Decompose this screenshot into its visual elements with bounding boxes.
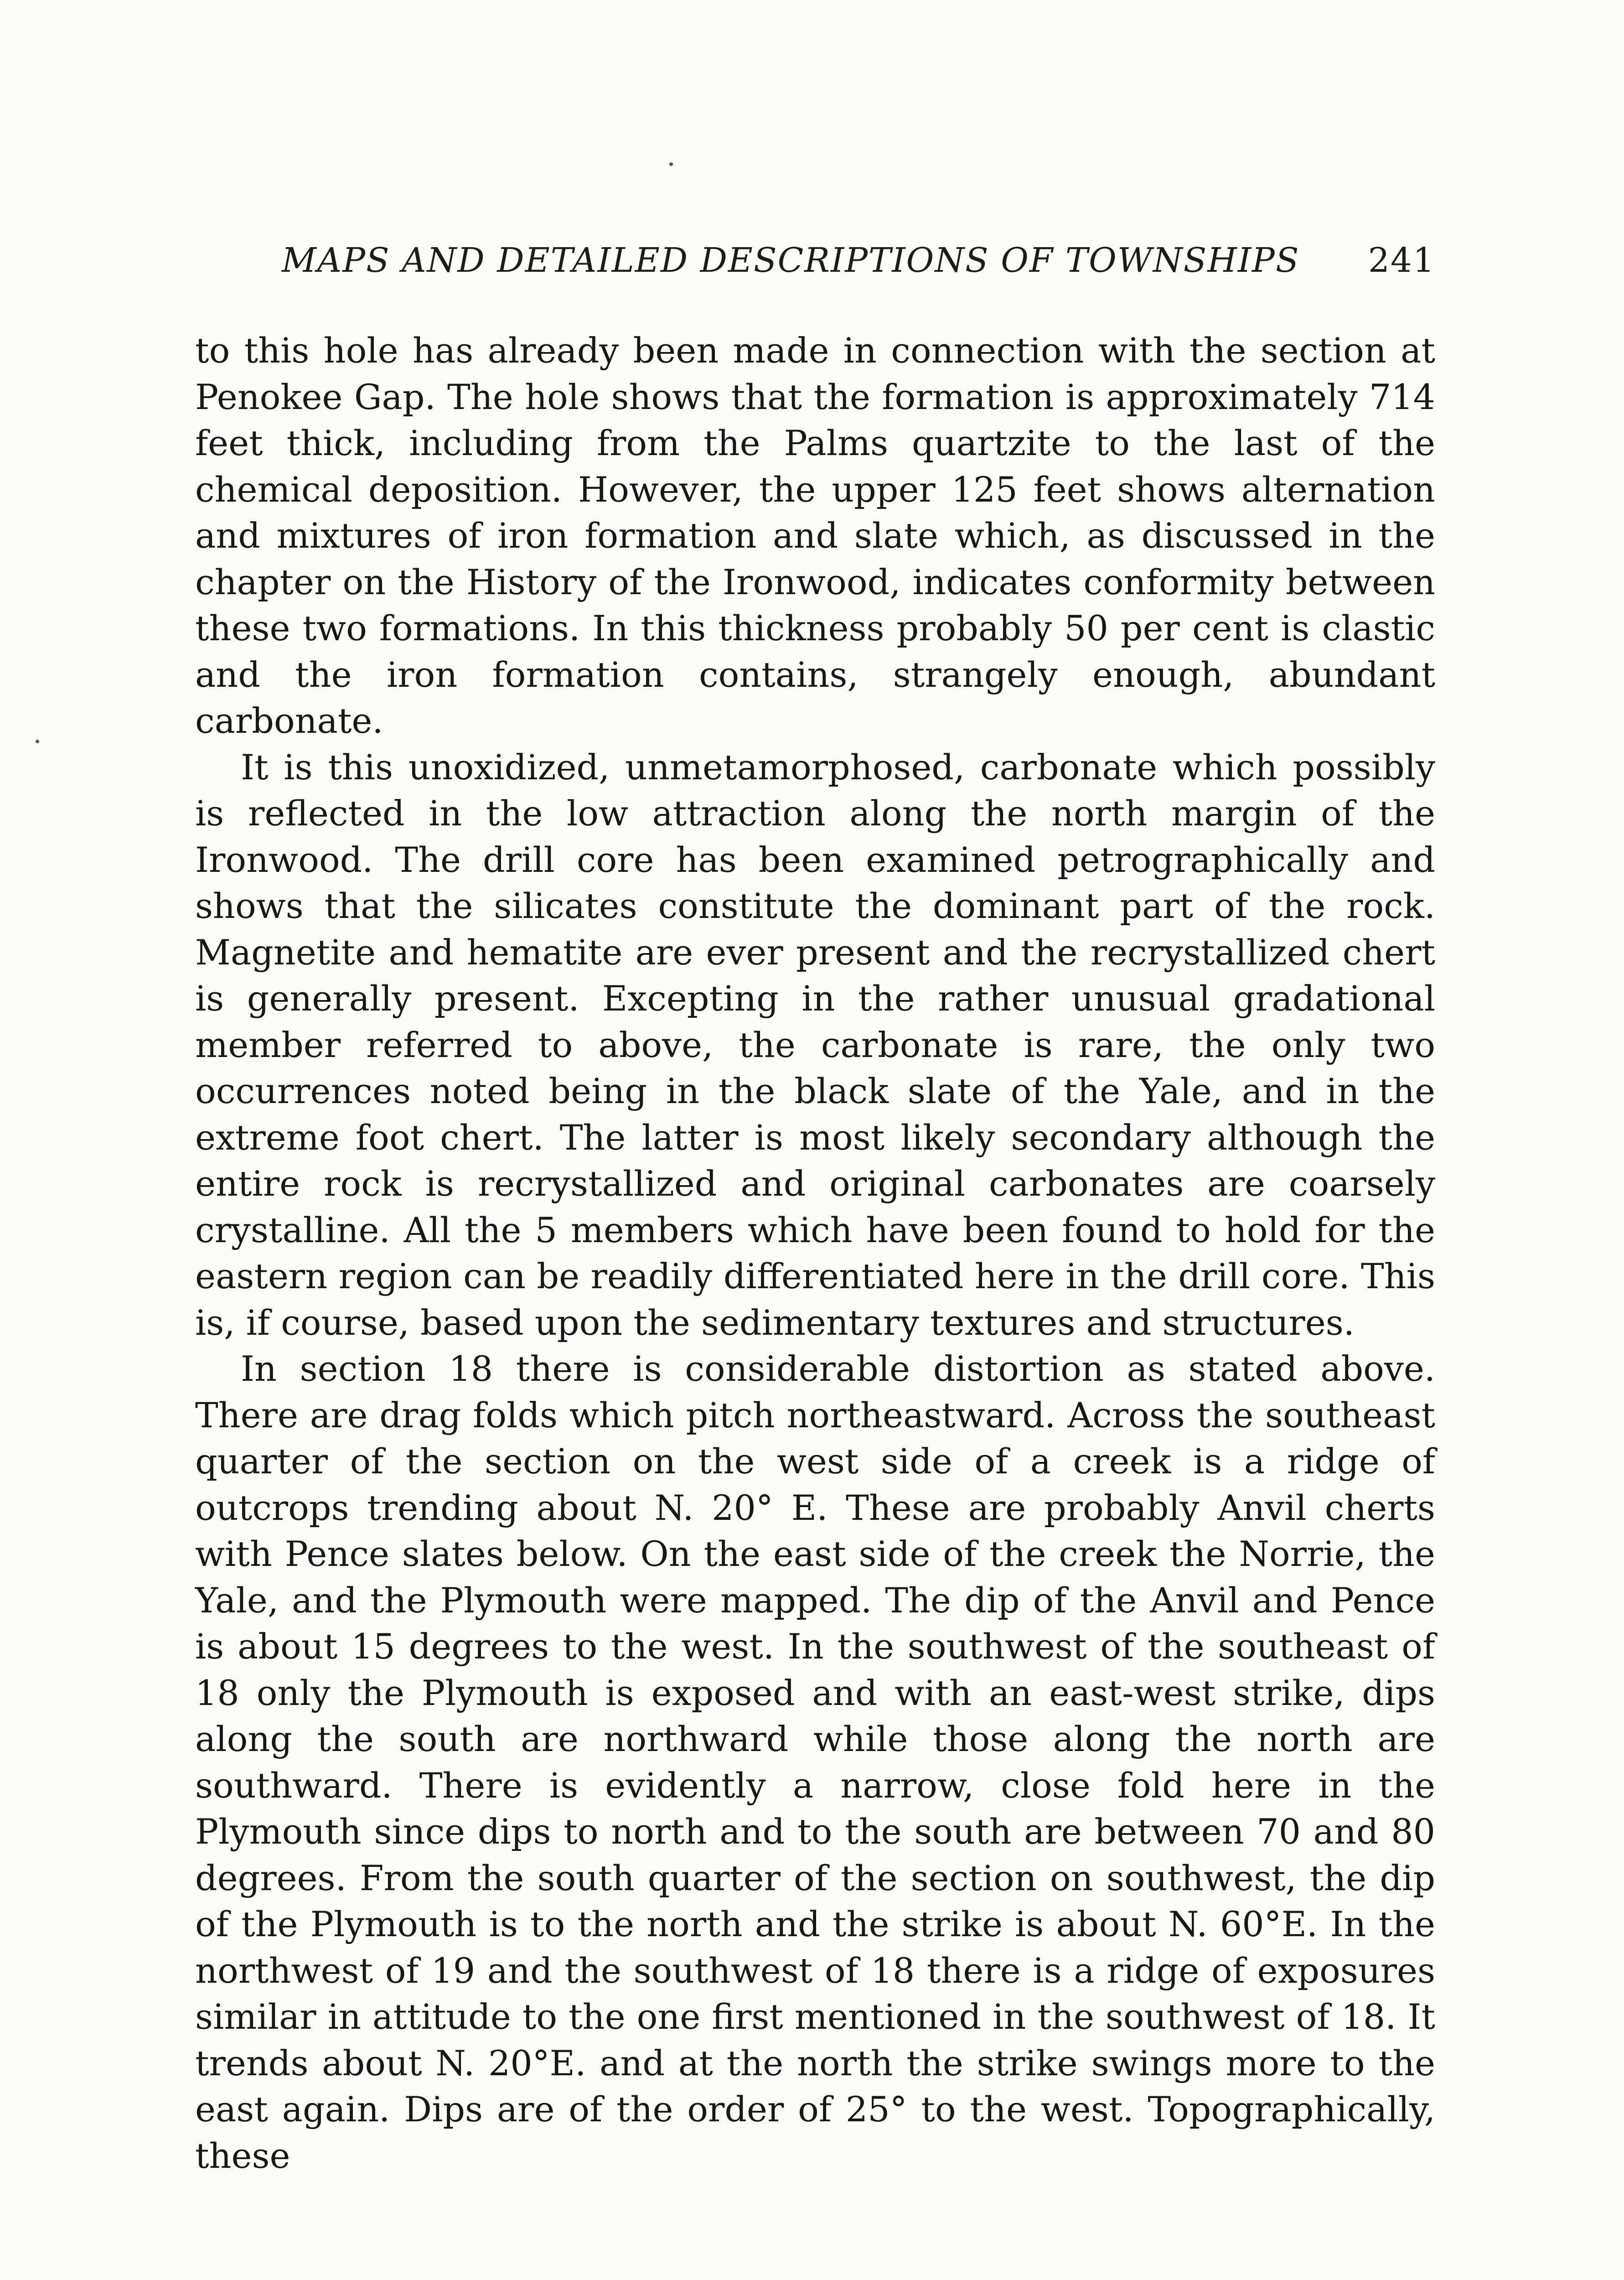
running-title: MAPS AND DETAILED DESCRIPTIONS OF TOWNSHIPS — [282, 241, 1300, 280]
scan-speck — [36, 740, 39, 743]
paragraph-carbonate: It is this unoxidized, unmetamorphosed, carbonate which possibly is reflected in the low attraction along the north margin of the Ironwood. The drill core has been examined petrographically and shows that the silicates constitute the dominant part of the rock. Magnetite and hematite are ever present and the recrystallized chert is generally present. Excepting in the rather unusual gradational member referred to above, the carbonate is rare, the only two occurrences noted being in the black slate of the Yale, and in the extreme foot chert. The latter is most likely secondary although the entire rock is recrystallized and original carbonates are coarsely crystalline. All the 5 members which have been found to hold for the eastern region can be readily differentiated here in the drill core. This is, if course, based upon the sedimentary textures and structures. — [195, 746, 1435, 1343]
paragraph-continuation: to this hole has already been made in connection with the section at Penokee Gap. The hole shows that the formation is approximately 714 feet thick, including from the Palms quartzite to the last of the chemical deposition. However, the upper 125 feet shows alternation and mixtures of iron formation and slate which, as discussed in the chapter on the History of the Ironwood, indicates conformity between these two formations. In this thickness probably 50 per cent is clastic and the iron formation contains, strangely enough, abundant carbonate. — [195, 330, 1435, 741]
scan-speck — [669, 162, 673, 166]
page-number: 241 — [1368, 241, 1435, 280]
paragraph-section-18: In section 18 there is considerable distortion as stated above. There are drag folds which pitch northeastward. Across the southeast quarter of the section on the west side of a creek is a ridge of outcrops trending about N. 20° E. These are probably Anvil cherts with Pence slates below. On the east side of the creek the Norrie, the Yale, and the Plymouth were mapped. The dip of the Anvil and Pence is about 15 degrees to the west. In the southwest of the southeast of 18 only the Plymouth is exposed and with an east-west strike, dips along the south are northward while those along the north are southward. There is evidently a narrow, close fold here in the Plymouth since dips to north and to the south are between 70 and 80 degrees. From the south quarter of the section on southwest, the dip of the Plymouth is to the north and the strike is about N. 60°E. In the northwest of 19 and the southwest of 18 there is a ridge of exposures similar in attitude to the one first mentioned in the southwest of 18. It trends about N. 20°E. and at the north the strike swings more to the east again. Dips are of the order of 25° to the west. Topographically, these — [195, 1348, 1435, 2176]
body-text — [195, 327, 1435, 2179]
running-head — [195, 233, 1435, 283]
